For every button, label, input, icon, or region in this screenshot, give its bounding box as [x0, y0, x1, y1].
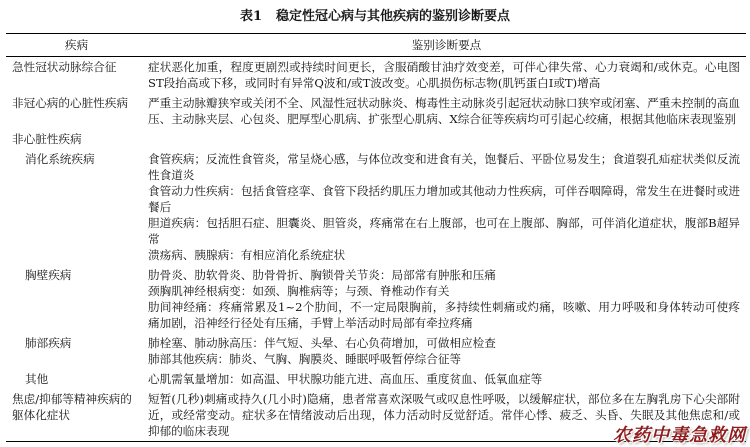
- diagnostic-point: 肺部其他疾病：肺炎、气胸、胸膜炎、睡眠呼吸暂停综合征等: [148, 352, 462, 366]
- diagnostic-point: 严重主动脉瓣狭窄或关闭不全、风湿性冠状动脉炎、梅毒性主动脉炎引起冠状动脉口狭窄或闭塞、严重未控制的高血压、主动脉夹层、心包炎、肥厚型心肌病、扩张型心肌病、X综合征等疾病均可引起心绞痛，根据其他临床表现鉴别: [148, 96, 740, 126]
- disease-cell: 肺部疾病: [25, 336, 72, 350]
- table-row: [6, 93, 746, 129]
- column-header-diagnostic-points: 鉴别诊断要点: [147, 34, 746, 57]
- column-header-disease: 疾病: [6, 34, 147, 57]
- table-row: [6, 265, 746, 333]
- disease-cell: 非冠心病的心脏性疾病: [12, 96, 128, 110]
- disease-cell: 焦虑/抑郁等精神疾病的躯体化症状: [6, 389, 147, 442]
- diagnostic-point: 胆道疾病：包括胆石症、胆囊炎、胆管炎，疼痛常在右上腹部，也可在上腹部、胸部，可伴消化道症状，腹部B超异常: [148, 216, 740, 246]
- diagnostic-points-cell: [147, 93, 746, 129]
- disease-cell: 消化系统疾病: [25, 152, 95, 166]
- diagnostic-points-cell: [147, 333, 746, 369]
- diagnostic-point: 肋间神经痛：疼痛常累及1~2个肋间，不一定局限胸前，多持续性刺痛或灼痛，咳嗽、用力呼吸和身体转动可使疼痛加剧，沿神经行径处有压痛，手臂上举活动时局部有牵拉疼痛: [148, 300, 740, 330]
- disease-cell: 急性冠状动脉综合征: [12, 60, 117, 74]
- diagnostic-point: 食管动力性疾病：包括食管痉挛、食管下段括约肌压力增加或其他动力性疾病，可伴吞咽障碍，常发生在进餐时或进餐后: [148, 184, 740, 214]
- table-header-row: [6, 34, 746, 57]
- table-number: 表1: [239, 9, 263, 24]
- diagnostic-point: 溃疡病、胰腺病：有相应消化系统症状: [148, 248, 346, 262]
- disease-cell: 胸壁疾病: [25, 268, 72, 282]
- diagnostic-point: 心肌需氧量增加：如高温、甲状腺功能亢进、高血压、重度贫血、低氧血症等: [148, 372, 543, 386]
- diagnostic-point: 短暂(几秒)刺痛或持久(几小时)隐痛，患者常喜欢深吸气或叹息性呼吸，以缓解症状，部位多在左胸乳房下心尖部附近，或经常变动。症状多在情绪波动后出现，体力活动时反觉舒适。常伴心悸、疲乏、头昏、失眠及其他焦虑和/或抑郁的临床表现: [148, 392, 740, 438]
- diagnostic-point: 症状恶化加重，程度更剧烈或持续时间更长，含服硝酸甘油疗效变差，可伴心律失常、心力衰竭和/或休克。心电图ST段抬高或下移，或同时有异常Q波和/或T波改变。心肌损伤标志物(肌钙蛋白I或T)增高: [148, 60, 740, 90]
- table-row: [6, 369, 746, 389]
- differential-diagnosis-table: [6, 33, 746, 442]
- table-caption: [0, 9, 750, 25]
- diagnostic-points-cell: [147, 149, 746, 265]
- watermark: 农药中毒急救网: [613, 425, 746, 446]
- table-row: [6, 333, 746, 369]
- diagnostic-points-cell: [147, 369, 746, 389]
- diagnostic-point: 食管疾病；反流性食管炎，常呈烧心感，与体位改变和进食有关，饱餐后、平卧位易发生；食道裂孔疝症状类似反流性食道炎: [148, 152, 740, 182]
- diagnostic-points-cell: [147, 265, 746, 333]
- table-row: [6, 57, 746, 94]
- diagnostic-point: 肋骨炎、肋软骨炎、肋骨骨折、胸锁骨关节炎：局部常有肿胀和压痛: [148, 268, 496, 282]
- table-section-row: [6, 129, 746, 149]
- table-title: 稳定性冠心病与其他疾病的鉴别诊断要点: [276, 9, 511, 24]
- section-heading-cell: 非心脏性疾病: [12, 132, 82, 146]
- diagnostic-points-cell: [147, 57, 746, 94]
- diagnostic-point: 肺栓塞、肺动脉高压：伴气短、头晕、右心负荷增加，可做相应检查: [148, 336, 496, 350]
- disease-cell: 其他: [25, 372, 49, 386]
- diagnostic-point: 颈胸肌神经根病变：如颈、胸椎病等；与颈、脊椎动作有关: [148, 284, 450, 298]
- table-row: [6, 149, 746, 265]
- diagnostic-points-cell: [147, 129, 746, 149]
